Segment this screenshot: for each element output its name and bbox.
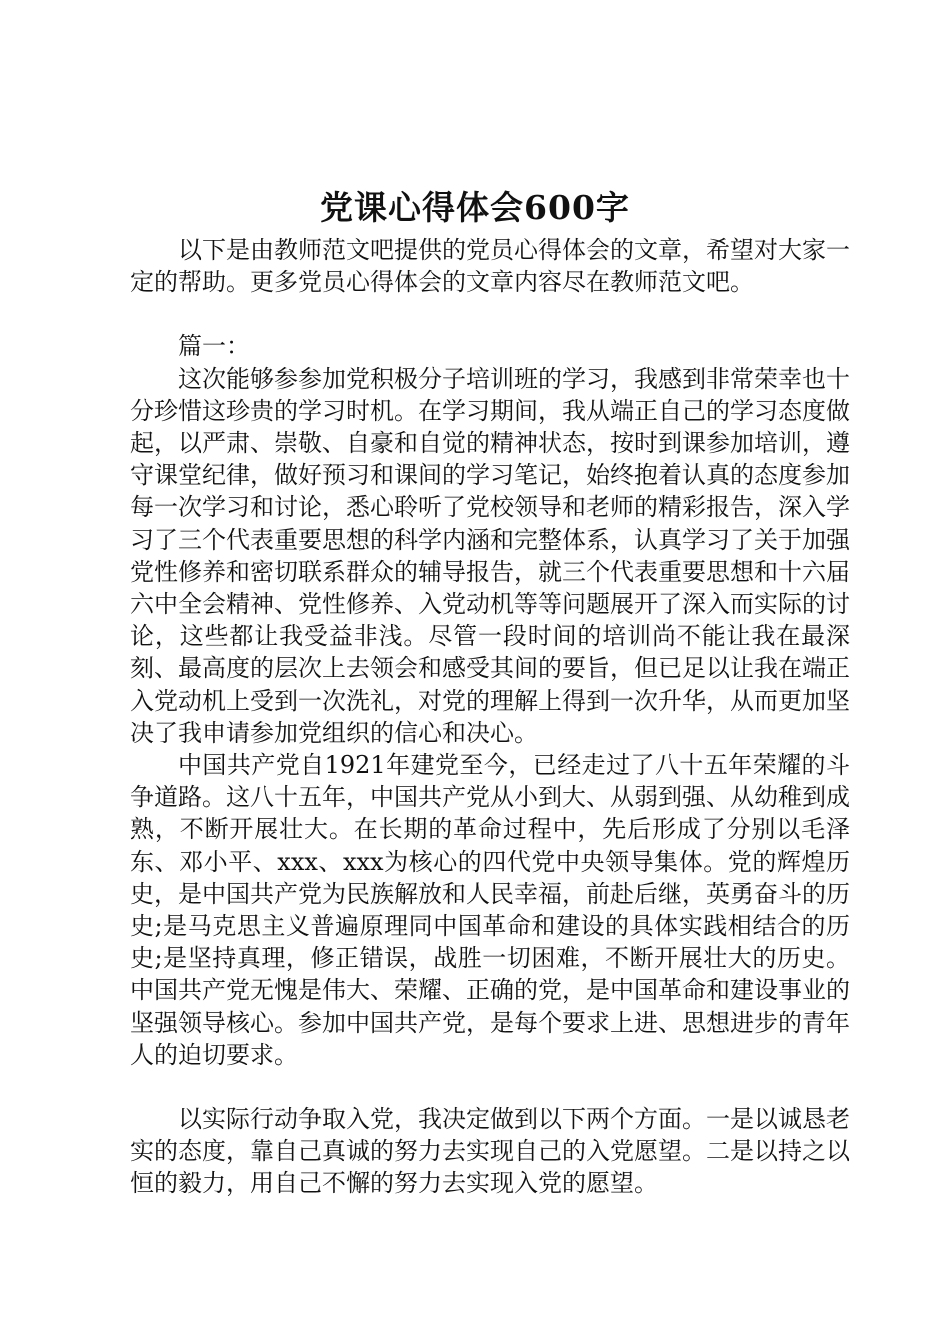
intro-paragraph: 以下是由教师范文吧提供的党员心得体会的文章，希望对大家一定的帮助。更多党员心得体会的文章内容尽在教师范文吧。 — [130, 236, 850, 297]
paragraph-gap — [130, 298, 850, 330]
body-paragraph-3: 以实际行动争取入党，我决定做到以下两个方面。一是以诚恳老实的态度，靠自己真诚的努力去实现自己的入党愿望。二是以持之以恒的毅力，用自己不懈的努力去实现入党的愿望。 — [130, 1105, 850, 1198]
section-label: 篇一： — [178, 332, 250, 361]
body-paragraph-1: 这次能够参参加党积极分子培训班的学习，我感到非常荣幸也十分珍惜这珍贵的学习时机。在学习期间，我从端正自己的学习态度做起，以严肃、崇敬、自豪和自觉的精神状态，按时到课参加培训，遵守课堂纪律，做好预习和课间的学习笔记，始终抱着认真的态度参加每一次学习和讨论，悉心聆听了党校领导和老师的精彩报告，深入学习了三个代表重要思想的科学内涵和完整体系，认真学习了关于加强党性修养和密切联系群众的辅导报告，就三个代表重要思想和十六届六中全会精神、党性修养、入党动机等等问题展开了深入而实际的讨论，这些都让我受益非浅。尽管一段时间的培训尚不能让我在最深刻、最高度的层次上去领会和感受其间的要旨，但已足以让我在端正入党动机上受到一次洗礼，对党的理解上得到一次升华，从而更加坚决了我申请参加党组织的信心和决心。 — [130, 364, 850, 747]
document-body — [130, 234, 850, 1200]
page-title: 党课心得体会600字 — [320, 188, 630, 227]
paragraph-gap — [130, 1071, 850, 1103]
body-paragraph-2: 中国共产党自1921年建党至今，已经走过了八十五年荣耀的斗争道路。这八十五年，中国共产党从小到大、从弱到强、从幼稚到成熟，不断开展壮大。在长期的革命过程中，先后形成了分别以毛泽东、邓小平、xxx、xxx为核心的四代党中央领导集体。党的辉煌历史，是中国共产党为民族解放和人民幸福，前赴后继，英勇奋斗的历史;是马克思主义普遍原理同中国革命和建设的具体实践相结合的历史;是坚持真理，修正错误，战胜一切困难，不断开展壮大的历史。中国共产党无愧是伟大、荣耀、正确的党，是中国革命和建设事业的坚强领导核心。参加中国共产党，是每个要求上进、思想进步的青年人的迫切要求。 — [130, 751, 850, 1069]
